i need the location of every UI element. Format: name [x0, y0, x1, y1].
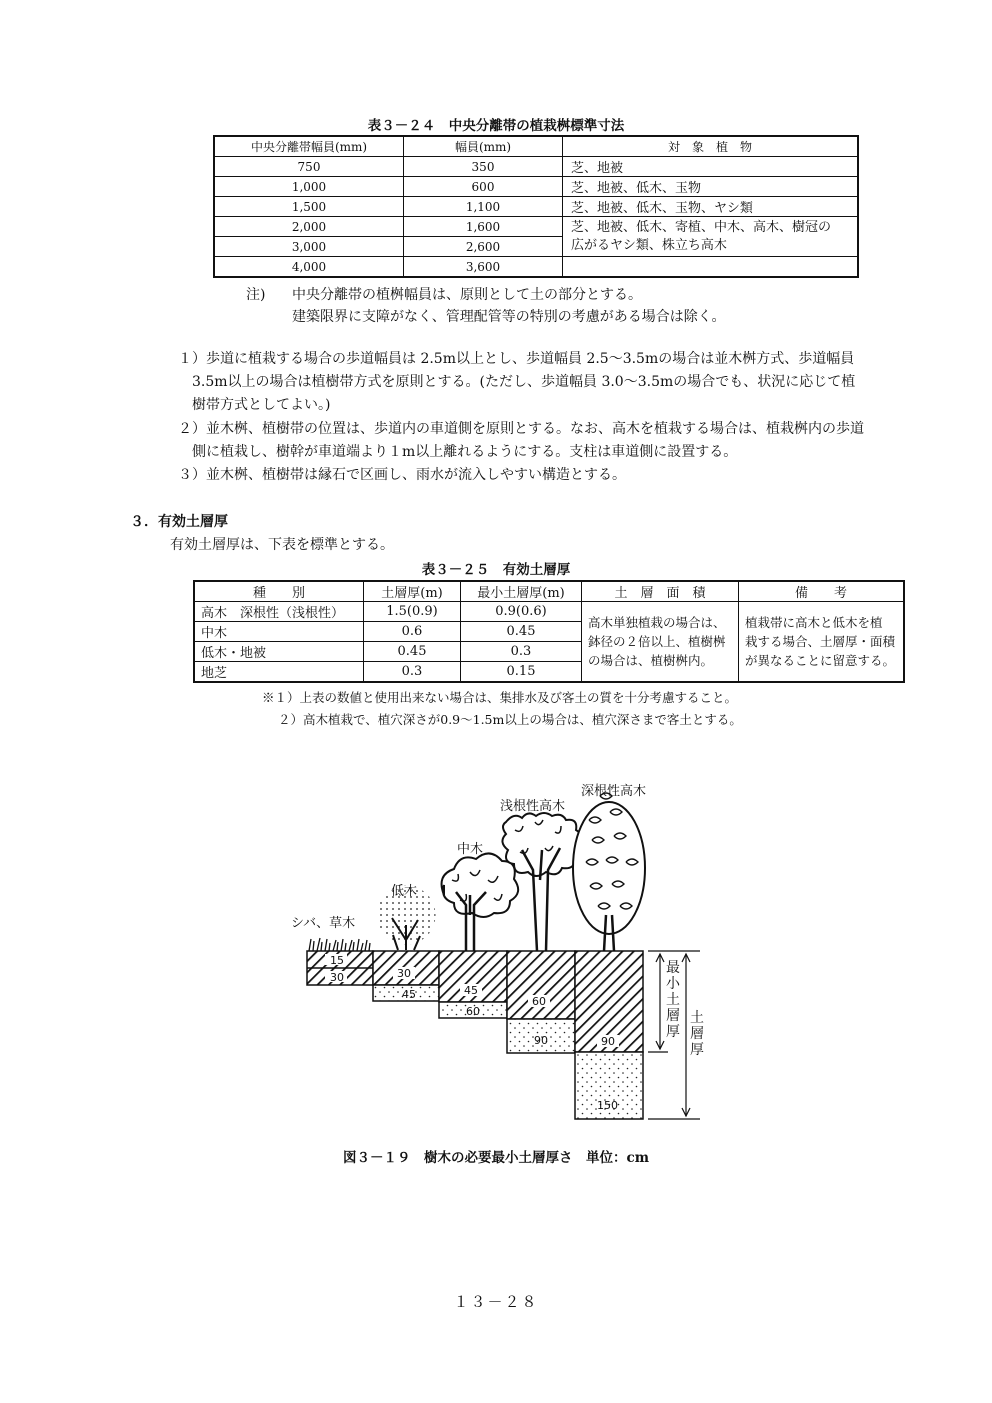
depth-number: 60: [532, 995, 546, 1008]
table2-note: ※１）上表の数値と使用出来ない場合は、集排水及び客土の質を十分考慮すること。: [262, 690, 738, 705]
label-mid-tree: 中木: [457, 842, 484, 857]
remark-line: 栽する場合、土層厚・面積: [745, 634, 896, 649]
table-cell: 0.45: [364, 642, 461, 662]
table2-title: 表３－２５ 有効土層厚: [421, 562, 571, 578]
depth-number: 90: [534, 1034, 548, 1047]
table-cell: 0.3: [461, 642, 582, 662]
table-cell: 3,000: [214, 237, 404, 257]
table-cell: 600: [404, 177, 563, 197]
label-deep-tree: 深根性高木: [581, 784, 647, 799]
low-tree-column: [373, 885, 439, 1001]
area-line: 高木単独植栽の場合は、: [588, 615, 726, 630]
header-cell: 土 層 面 積: [582, 581, 739, 602]
table-cell: 高木 深根性（浅根性）: [194, 602, 364, 622]
label-low-tree: 低木: [391, 884, 418, 899]
header-cell: 中央分離帯幅員(mm): [214, 136, 404, 157]
item-line: １）歩道に植栽する場合の歩道幅員は 2.5m以上とし、歩道幅員 2.5～3.5mの場合は並木桝方式、歩道幅員: [178, 351, 855, 367]
remark-line: が異なることに留意する。: [745, 653, 896, 668]
grass-icon: [309, 938, 370, 951]
table-cell: 4,000: [214, 257, 404, 278]
table-cell: 芝、地被、低木、玉物、ヤシ類: [563, 197, 859, 217]
item-line: ２）並木桝、植樹帯の位置は、歩道内の車道側を原則とする。なお、高木を植栽する場合は、植栽桝内の歩道: [178, 421, 864, 437]
header-cell: 土層厚(m): [364, 581, 461, 602]
table-cell: 2,600: [404, 237, 563, 257]
table-cell: 1.5(0.9): [364, 602, 461, 622]
header-cell: 備 考: [739, 581, 905, 602]
depth-number: 30: [397, 967, 411, 980]
header-cell: 幅員(mm): [404, 136, 563, 157]
deep-tree-icon: [573, 802, 645, 934]
area-line: 鉢径の２倍以上、植樹桝: [588, 634, 726, 649]
depth-number: 45: [464, 984, 478, 997]
merged-plants-line: 芝、地被、低木、寄植、中木、高木、樹冠の: [571, 219, 832, 235]
table-cell: 1,500: [214, 197, 404, 217]
item-line: ３）並木桝、植樹帯は縁石で区画し、雨水が流入しやすい構造とする。: [178, 467, 626, 483]
depth-number: 150: [597, 1099, 618, 1112]
table-cell: 1,600: [404, 217, 563, 237]
table-cell: 芝、地被: [563, 157, 859, 177]
table-cell: 1,100: [404, 197, 563, 217]
table-cell: 0.3: [364, 662, 461, 683]
section-intro: 有効土層厚は、下表を標準とする。: [170, 537, 394, 553]
area-line: の場合は、植樹桝内。: [588, 653, 714, 668]
header-cell: 最小土層厚(m): [461, 581, 582, 602]
item-line: 樹帯方式としてよい。): [192, 397, 331, 413]
shallow-tree-column: [502, 813, 581, 1053]
header-cell: 種 別: [194, 581, 364, 602]
table-cell: 0.9(0.6): [461, 602, 582, 622]
table-cell: 0.15: [461, 662, 582, 683]
depth-number: 30: [330, 971, 344, 984]
page-number: １３－２８: [453, 1293, 539, 1311]
section-heading: ３．有効土層厚: [130, 514, 228, 530]
label-depth: 土層厚: [690, 1010, 704, 1058]
table-cell: 芝、地被、低木、玉物: [563, 177, 859, 197]
figure-caption: 図３－１９ 樹木の必要最小土層厚さ 単位：cm: [342, 1150, 649, 1166]
table-cell: 低木・地被: [194, 642, 364, 662]
deep-tree-column: [573, 793, 645, 1119]
table-cell: 3,600: [404, 257, 563, 278]
depth-number: 45: [402, 988, 416, 1001]
item-line: 側に植栽し、樹幹が車道端より１m以上離れるようにする。支柱は車道側に設置する。: [192, 444, 738, 460]
table-cell: 中木: [194, 622, 364, 642]
label-min-depth: 最小土層厚: [666, 960, 680, 1040]
item-line: 3.5m以上の場合は植樹帯方式を原則とする。(ただし、歩道幅員 3.0～3.5mの場合でも、状況に応じて植: [192, 374, 856, 390]
depth-number: 60: [466, 1005, 480, 1018]
table-cell: 0.45: [461, 622, 582, 642]
label-grass: シバ、草木: [291, 916, 356, 931]
mid-tree-icon: [442, 853, 519, 917]
table1-note-label: 注): [246, 287, 266, 303]
table2-note: ２）高木植栽で、植穴深さが0.9～1.5m以上の場合は、植穴深さまで客土とする。: [278, 712, 742, 727]
table-cell: 1,000: [214, 177, 404, 197]
table1-title: 表３－２４ 中央分離帯の植栽桝標準寸法: [367, 118, 625, 134]
label-shallow-tree: 浅根性高木: [500, 799, 566, 814]
remark-line: 植栽帯に高木と低木を植: [745, 615, 883, 630]
depth-number: 90: [601, 1035, 615, 1048]
header-cell: 対 象 植 物: [563, 136, 859, 157]
depth-number: 15: [330, 954, 344, 967]
table-cell: 2,000: [214, 217, 404, 237]
table1-note: 建築限界に支障がなく、管理配管等の特別の考慮がある場合は除く。: [292, 309, 726, 325]
table1-note: 中央分離帯の植桝幅員は、原則として土の部分とする。: [292, 287, 642, 303]
table-cell: 0.6: [364, 622, 461, 642]
soil-block: [507, 951, 575, 1019]
table-cell: 350: [404, 157, 563, 177]
table-cell: 750: [214, 157, 404, 177]
table-cell: 地芝: [194, 662, 364, 683]
merged-plants-line: 広がるヤシ類、株立ち高木: [571, 237, 727, 253]
